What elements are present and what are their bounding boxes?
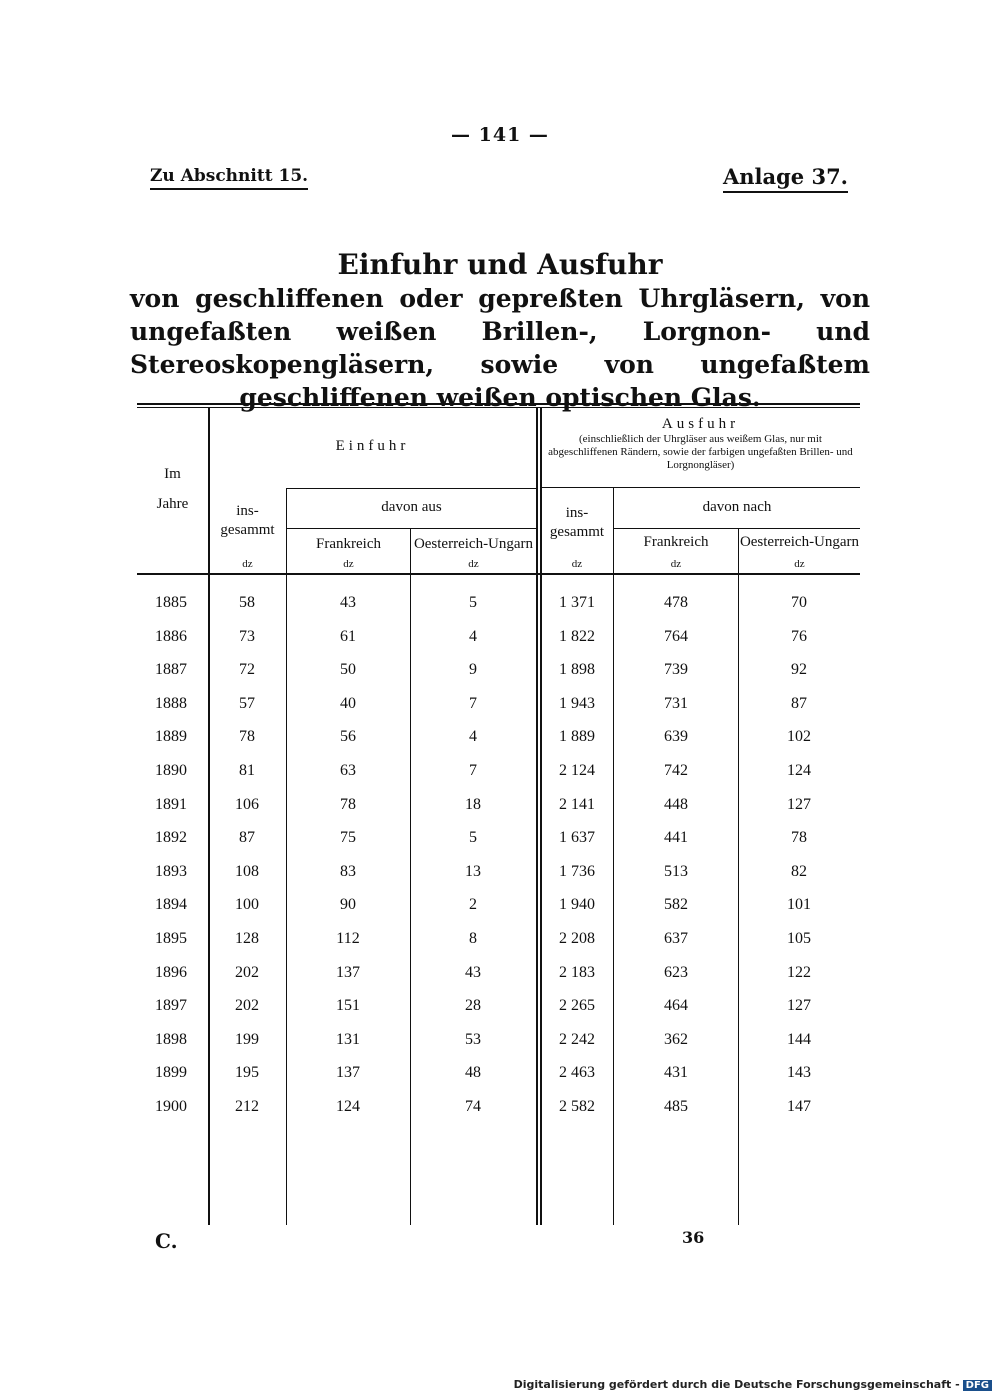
table-cell: 742 [664, 762, 688, 779]
export-total-label-2: gesammt [549, 524, 605, 540]
table-cell: 78 [340, 795, 356, 813]
table-cell: 448 [664, 795, 688, 813]
table-cell: 7 [469, 694, 477, 712]
import-total-unit: dz [242, 558, 253, 570]
table-cell: 105 [787, 930, 811, 947]
table-cell: 199 [235, 1030, 259, 1048]
table-cell: 1892 [155, 829, 187, 847]
table-cell: 122 [787, 963, 811, 981]
table-cell: 212 [235, 1098, 259, 1115]
table-cell: 82 [791, 862, 807, 880]
table-cell: 137 [336, 1064, 360, 1082]
table-cell: 1 637 [559, 829, 595, 847]
export-austria-unit: dz [794, 558, 805, 570]
export-subheader: davon nach [702, 499, 772, 515]
table-cell: 90 [340, 896, 356, 914]
table-cell: 72 [239, 661, 255, 679]
title-block [130, 248, 870, 414]
table-cell: 1889 [155, 728, 187, 746]
table-cell: 202 [235, 997, 259, 1015]
table-cell: 13 [465, 862, 481, 880]
table-cell: 2 463 [559, 1064, 595, 1082]
header-bottom-rule [137, 573, 860, 575]
table-cell: 1900 [155, 1098, 187, 1115]
table-cell: 53 [465, 1030, 481, 1048]
table-cell: 18 [465, 795, 481, 813]
table-cell: 639 [664, 728, 688, 746]
export-total-unit: dz [571, 558, 583, 570]
table-cell: 2 141 [559, 795, 595, 813]
export-france-header: Frankreich [643, 534, 709, 550]
table-cell: 1 736 [559, 862, 595, 880]
table-cell: 78 [239, 728, 255, 746]
table-cell: 464 [664, 997, 688, 1015]
table-cell: 144 [787, 1030, 811, 1048]
import-header: Einfuhr [335, 438, 410, 454]
import-country-rule [286, 528, 536, 529]
table-cell: 1890 [155, 762, 187, 779]
table-cell: 739 [664, 661, 688, 679]
table-cell: 1888 [155, 694, 187, 712]
table-cell: 48 [465, 1064, 481, 1082]
table-cell: 1886 [155, 627, 187, 645]
table-cell: 1 822 [559, 627, 595, 645]
table-cell: 2 582 [559, 1098, 595, 1115]
export-header: Ausfuhr [661, 416, 740, 432]
table-cell: 1 371 [559, 594, 595, 611]
table-cell: 127 [787, 795, 811, 813]
table-cell: 731 [664, 694, 688, 712]
dfg-logo: DFG [963, 1380, 992, 1391]
export-total-label-1: ins- [565, 505, 589, 521]
table-cell: 1891 [155, 795, 187, 813]
table-cell: 101 [787, 896, 811, 914]
table-cell: 76 [791, 627, 807, 645]
table-cell: 102 [787, 728, 811, 746]
table-cell: 2 124 [559, 762, 595, 779]
table-cell: 1 940 [559, 896, 595, 914]
table-cell: 4 [469, 728, 477, 746]
table-cell: 1 889 [559, 728, 595, 746]
table-top-rule-2 [137, 407, 860, 408]
table-cell: 1897 [155, 997, 187, 1015]
table-cell: 1887 [155, 661, 187, 679]
table-cell: 81 [239, 762, 255, 779]
table-cell: 582 [664, 896, 688, 914]
table-cell: 5 [469, 829, 477, 847]
table-cell: 1893 [155, 862, 187, 880]
import-france-header: Frankreich [316, 536, 381, 552]
table-cell: 63 [340, 762, 356, 779]
statistics-table [137, 403, 860, 1225]
table-cell: 151 [336, 997, 360, 1015]
table-cell: 202 [235, 963, 259, 981]
export-note: (einschließlich der Uhrgläser aus weißem Glas, nur mit abgeschliffenen Rändern, sowie der farbigen ungefaßten Brillen- und Lorgnongläser) [548, 433, 853, 471]
export-country-rule [613, 528, 860, 529]
table-cell: 40 [340, 694, 356, 712]
table-cell: 112 [336, 930, 360, 947]
table-cell: 362 [664, 1030, 688, 1048]
table-cell: 127 [787, 997, 811, 1015]
table-cell: 87 [791, 694, 807, 712]
table-cell: 43 [340, 594, 356, 611]
page-number: — 141 — [451, 124, 549, 146]
table-cell: 764 [664, 627, 688, 645]
year-header-1: Im [164, 466, 181, 482]
table-cell: 1896 [155, 963, 187, 981]
table-cell: 2 242 [559, 1030, 595, 1048]
table-cell: 5 [469, 594, 477, 611]
table-top-rule [137, 403, 860, 405]
table-cell: 131 [336, 1030, 360, 1048]
table-cell: 1 943 [559, 694, 595, 712]
table-cell: 4 [469, 627, 477, 645]
table-cell: 623 [664, 963, 688, 981]
title-subtitle: von geschliffenen oder gepreßten Uhrgläsern, von ungefaßten weißen Brillen-, Lorgnon- und Stereoskopengläsern, sowie von ungefaßtem geschliffenen weißen optischen Glas. [130, 284, 870, 412]
table-cell: 1895 [155, 930, 187, 947]
table-cell: 8 [469, 930, 477, 947]
table-cell: 431 [664, 1064, 688, 1082]
table-cell: 61 [340, 627, 356, 645]
digitization-note [514, 1378, 992, 1391]
table-cell: 58 [239, 594, 255, 611]
table-cell: 195 [235, 1064, 259, 1082]
import-subheader: davon aus [381, 499, 442, 515]
annex-label: Anlage 37. [723, 164, 848, 193]
export-austria-header: Oesterreich-Ungarn [739, 534, 860, 550]
import-france-unit: dz [343, 558, 354, 570]
table-cell: 128 [235, 930, 259, 947]
table-cell: 43 [465, 963, 481, 981]
table-cell: 124 [336, 1098, 360, 1115]
import-country-rule-v [410, 528, 411, 1225]
table-cell: 9 [469, 661, 477, 679]
table-cell: 124 [787, 762, 811, 779]
year-header-2: Jahre [156, 496, 189, 512]
table-cell: 78 [791, 829, 807, 847]
table-cell: 70 [791, 594, 807, 611]
table-cell: 50 [340, 661, 356, 679]
table-cell: 513 [664, 862, 688, 880]
table-cell: 485 [664, 1098, 688, 1115]
table-cell: 92 [791, 661, 807, 679]
import-total-label-1: ins- [236, 503, 259, 519]
table-cell: 2 [469, 896, 477, 914]
title-main: Einfuhr und Ausfuhr [337, 248, 663, 281]
table-cell: 2 183 [559, 963, 595, 981]
table-cell: 137 [336, 963, 360, 981]
export-france-unit: dz [670, 558, 682, 570]
export-subheader-rule [540, 487, 860, 488]
table-cell: 28 [465, 997, 481, 1015]
table-cell: 1898 [155, 1030, 187, 1048]
import-total-label-2: gesammt [220, 522, 275, 538]
export-country-rule-v [738, 528, 739, 1225]
table-cell: 74 [465, 1098, 481, 1115]
table-cell: 143 [787, 1064, 811, 1082]
table-cell: 75 [340, 829, 356, 847]
table-cell: 83 [340, 862, 356, 880]
import-austria-header: Oesterreich-Ungarn [413, 536, 534, 552]
table-cell: 2 208 [559, 930, 595, 947]
table-cell: 7 [469, 762, 477, 779]
table-cell: 100 [235, 896, 259, 914]
table-cell: 637 [664, 930, 688, 947]
signature-number: 36 [682, 1228, 705, 1247]
printer-mark: C. [155, 1229, 178, 1253]
table-cell: 147 [787, 1098, 811, 1115]
table-cell: 1894 [155, 896, 187, 914]
import-subheader-rule [286, 488, 536, 489]
table-cell: 57 [239, 694, 255, 712]
import-austria-unit: dz [468, 558, 479, 570]
digitization-text: Digitalisierung gefördert durch die Deutsche Forschungsgemeinschaft - [513, 1378, 960, 1391]
section-reference: Zu Abschnitt 15. [150, 166, 308, 190]
table-cell: 73 [239, 627, 255, 645]
table-cell: 108 [235, 862, 259, 880]
table-cell: 56 [340, 728, 356, 746]
table-cell: 1899 [155, 1064, 187, 1082]
table-cell: 1885 [155, 594, 187, 611]
table-cell: 2 265 [559, 997, 595, 1015]
table-cell: 1 898 [559, 661, 595, 679]
table-cell: 87 [239, 829, 255, 847]
table-cell: 478 [664, 594, 688, 611]
table-cell: 106 [235, 795, 259, 813]
table-cell: 441 [664, 829, 688, 847]
